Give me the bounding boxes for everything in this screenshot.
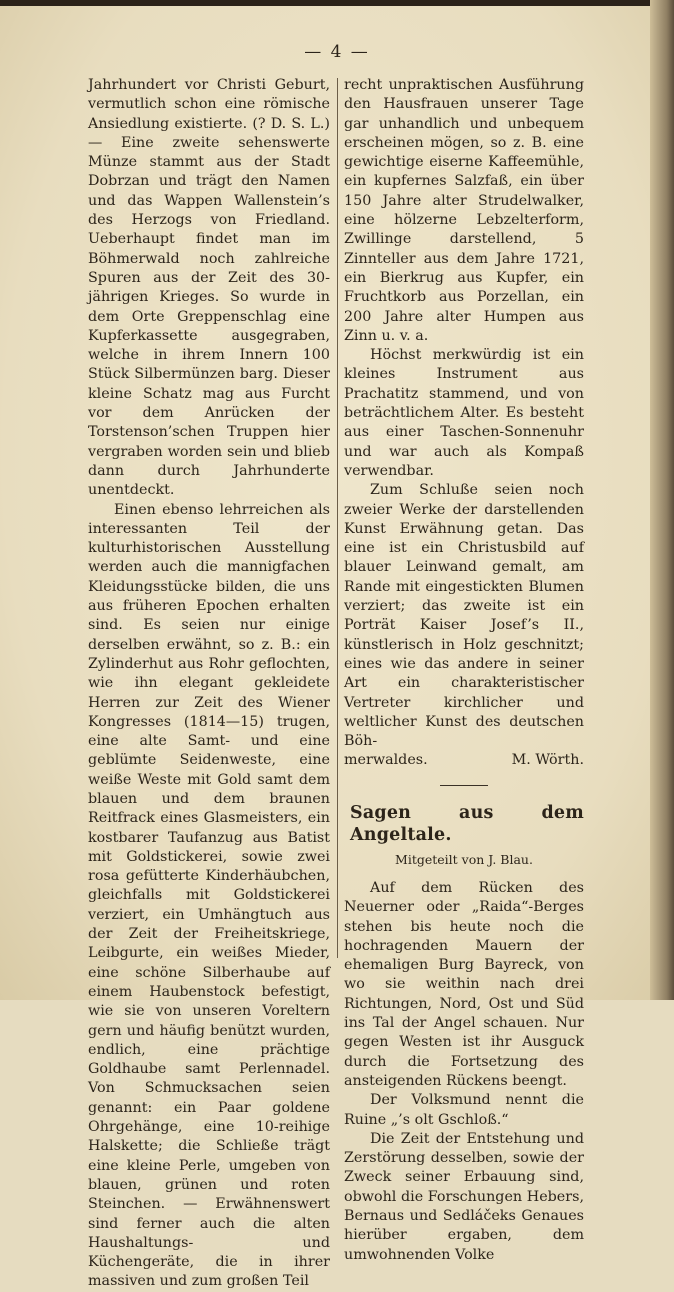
author-signature: M. Wörth.: [511, 752, 584, 769]
left-paragraph-1: Jahrhundert vor Christi Geburt, vermutlich schon eine römische Ansiedlung existierte. (? D. S. L.) — Eine zweite sehenswerte Münze stammt aus der Stadt Dobrzan und trägt den Namen und das Wappen Wallenstein’s des Herzogs von Friedland. Ueberhaupt findet man im Böhmerwald noch zahlreiche Spuren aus der Zeit des 30-jährigen Krieges. So wurde in dem Orte Greppenschlag eine Kupferkassette ausgegraben, welche in ihrem Innern 100 Stück Silbermünzen barg. Dieser kleine Schatz mag aus Furcht vor dem Anrücken der Torstenson’schen Truppen hier vergraben worden sein und blieb dann durch Jahrhunderte unentdeckt.: [88, 77, 330, 499]
right-paragraph-3: Zum Schluße seien noch zweier Werke der darstellenden Kunst Erwähnung getan. Das eine ist ein Christusbild auf blauer Leinwand gemalt, am Rande mit eingestickten Blumen verziert; das zweite ist ein Porträt Kaiser Josef’s II., künstlerisch in Holz geschnitzt; eines wie das andere in seiner Art ein charakteristischer Vertreter kirchlicher und weltlicher Kunst des deutschen Böh-: [344, 482, 584, 750]
section-separator: [440, 785, 488, 786]
section-byline: Mitgeteilt von J. Blau.: [395, 851, 533, 867]
page-number: — 4 —: [304, 42, 370, 62]
right-paragraph-4: Auf dem Rücken des Neuerner oder „Raida“-Berges stehen bis heute noch die hochragenden Mauern der ehemaligen Burg Bayreck, von wo sie weithin nach drei Richtungen, Nord, Ost und Süd ins Tal der Angel schauen. Nur gegen Westen ist ihr Ausguck durch die Fortsetzung des ansteigenden Rückens beengt.: [344, 879, 584, 1089]
column-divider: [337, 78, 338, 958]
top-edge: [0, 0, 674, 6]
section-heading: Sagen aus dem Angeltale.: [350, 802, 584, 845]
right-paragraph-1: recht unpraktischen Ausführung den Hausfrauen unserer Tage gar unhandlich und unbequem erscheinen mögen, so z. B. eine gewichtige eiserne Kaffeemühle, ein kupfernes Salzfaß, ein über 150 Jahre alter Strudelwalker, eine hölzerne Lebzelterform, Zwillinge darstellend, 5 Zinnteller aus dem Jahre 1721, ein Bierkrug aus Kupfer, ein Fruchtkorb aus Porzellan, ein 200 Jahre alter Humpen aus Zinn u. v. a.: [344, 77, 584, 344]
right-paragraph-2: Höchst merkwürdig ist ein kleines Instrument aus Prachatitz stammend, und von beträchtlichem Alter. Es besteht aus einer Taschen-Sonnenuhr und war auch als Kompaß verwendbar.: [344, 347, 584, 479]
paragraph-end: merwaldes.: [344, 752, 428, 769]
book-binding-edge: [650, 0, 674, 1000]
signature-line: [344, 751, 584, 770]
right-paragraph-6: Die Zeit der Entstehung und Zerstörung desselben, sowie der Zweck seiner Erbauung sind, obwohl die Forschungen Hebers, Bernaus und Sedláčeks Genaues hierüber ergaben, dem umwohnenden Volke: [344, 1130, 584, 1263]
right-column: [344, 76, 584, 1265]
left-column: [88, 76, 330, 1292]
right-paragraph-5: Der Volksmund nennt die Ruine „’s olt Gschloß.“: [344, 1092, 584, 1128]
left-paragraph-2: Einen ebenso lehrreichen als interessanten Teil der kulturhistorischen Ausstellung werden auch die mannigfachen Kleidungsstücke bilden, die uns aus früheren Epochen erhalten sind. Es seien nur einige derselben erwähnt, so z. B.: ein Zylinderhut aus Rohr geflochten, wie ihn elegant gekleidete Herren zur Zeit des Wiener Kongresses (1814—15) trugen, eine alte Samt- und eine geblümte Seidenweste, eine weiße Weste mit Gold samt dem blauen und dem braunen Reitfrack eines Glasmeisters, ein kostbarer Taufanzug aus Batist mit Goldstickerei, sowie zwei rosa gefütterte Kinderhäubchen, gleichfalls mit Goldstickerei verziert, ein Umhängtuch aus der Zeit der Freiheitskriege, Leibgurte, ein weißes Mieder, eine schöne Silberhaube auf einem Haubenstock befestigt, wie sie von unseren Voreltern gern und häufig benützt wurden, endlich, eine prächtige Goldhaube samt Perlennadel. Von Schmucksachen seien genannt: ein Paar goldene Ohrgehänge, eine 10-reihige Halskette; die Schließe trägt eine kleine Perle, umgeben von blauen, grünen und roten Steinchen. — Erwähnenswert sind ferner auch die alten Haushaltungs- und Küchengeräte, die in ihrer massiven und zum großen Teil: [88, 501, 330, 1290]
